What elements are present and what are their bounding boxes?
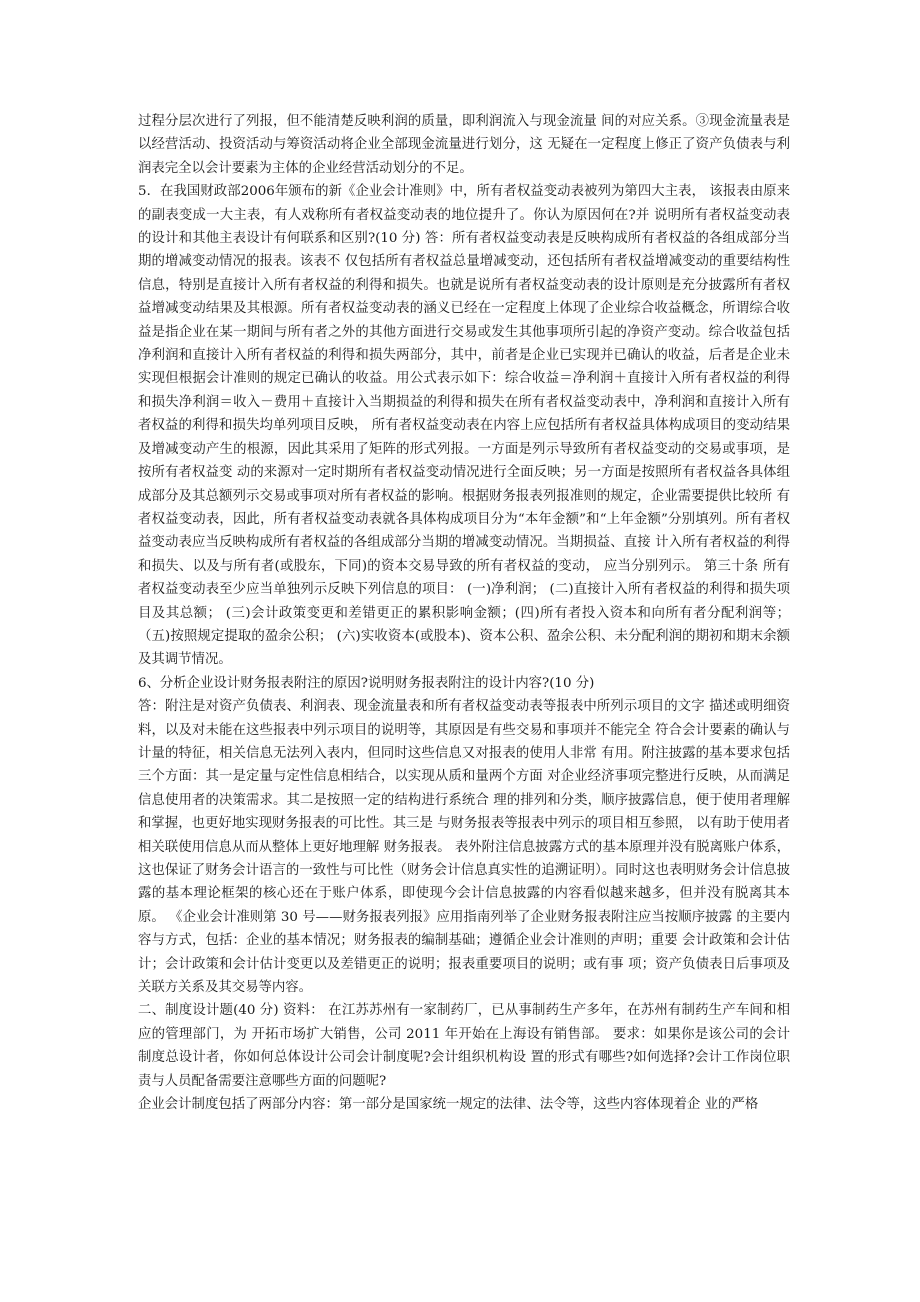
paragraph-design-answer: 企业会计制度包括了两部分内容：第一部分是国家统一规定的法律、法令等，这些内容体现着企 业的严格	[138, 1097, 759, 1113]
paragraph-question-6: 6、分析企业设计财务报表附注的原因?说明财务报表附注的设计内容?(10 分)	[138, 675, 595, 691]
paragraph-cashflow-tail: 过程分层次进行了列报，但不能清楚反映利润的质量，即利润流入与现金流量 间的对应关系。③现金流量表是以经营活动、投资活动与筹资活动将企业全部现金流量进行划分，这 无疑在一定程度上修正了资产负债表与利润表完全以会计要素为主体的企业经营活动划分的不足。	[138, 114, 790, 176]
paragraph-question-5: 5．在我国财政部2006年颁布的新《企业会计准则》中，所有者权益变动表被列为第四大主表， 该报表由原来的副表变成一大主表，有人戏称所有者权益变动表的地位提升了。你认为原因何在?并 说明所有者权益变动表的设计和其他主表设计有何联系和区别?(10 分) 答：所有者权益变动表是反映构成所有者权益的各组成部分当期的增减变动情况的报表。该表不 仅包括所有者权益总量增减变动，还包括所有者权益增减变动的重要结构性信息，特别是直接计入所有者权益的利得和损失。也就是说所有者权益变动表的设计原则是充分披露所有者权益增减变动结果及其根源。所有者权益变动表的涵义已经在一定程度上体现了企业综合收益概念，所谓综合收益是指企业在某一期间与所有者之外的其他方面进行交易或发生其他事项所引起的净资产变动。综合收益包括净利润和直接计入所有者权益的利得和损失两部分，其中，前者是企业已实现并已确认的收益，后者是企业未实现但根据会计准则的规定已确认的收益。用公式表示如下：综合收益＝净利润＋直接计入所有者权益的利得和损失净利润＝收入－费用＋直接计入当期损益的利得和损失在所有者权益变动表中，净利润和直接计入所有者权益的利得和损失均单列项目反映， 所有者权益变动表在内容上应包括所有者权益具体构成项目的变动结果及增减变动产生的根源，因此其采用了矩阵的形式列报。一方面是列示导致所有者权益变动的交易或事项，是按所有者权益变 动的来源对一定时期所有者权益变动情况进行全面反映；另一方面是按照所有者权益各具体组成部分及其总额列示交易或事项对所有者权益的影响。根据财务报表列报准则的规定，企业需要提供比较所 有者权益变动表，因此，所有者权益变动表就各具体构成项目分为“本年金额”和“上年金额”分别填列。所有者权益变动表应当反映构成所有者权益的各组成部分当期的增减变动情况。当期损益、直接 计入所有者权益的利得和损失、以及与所有者(或股东，下同)的资本交易导致的所有者权益的变动， 应当分别列示。 第三十条 所有者权益变动表至少应当单独列示反映下列信息的项目： (一)净利润； (二)直接计入所有者权益的利得和损失项目及其总额； (三)会计政策变更和差错更正的累积影响金额；(四)所有者投入资本和向所有者分配利润等；（五)按照规定提取的盈余公积； (六)实收资本(或股本)、资本公积、盈余公积、未分配利润的期初和期末余额及其调节情况。	[138, 184, 790, 668]
paragraph-answer-6: 答：附注是对资产负债表、利润表、现金流量表和所有者权益变动表等报表中所列示项目的文字 描述或明细资料，以及对未能在这些报表中列示项目的说明等，其原因是有些交易和事项并不能完全 符合会计要素的确认与计量的特征，相关信息无法列入表内，但同时这些信息又对报表的使用人非常 有用。附注披露的基本要求包括三个方面：其一是定量与定性信息相结合，以实现从质和量两个方面 对企业经济事项完整进行反映，从而满足信息使用者的决策需求。其二是按照一定的结构进行系统合 理的排列和分类，顺序披露信息，便于使用者理解和掌握，也更好地实现财务报表的可比性。其三是 与财务报表等报表中列示的项目相互参照， 以有助于使用者相关联使用信息从而从整体上更好地理解 财务报表。 表外附注信息披露方式的基本原理并没有脱离账户体系，这也保证了财务会计语言的一致性与可比性（财务会计信息真实性的追溯证明）。同时这也表明财务会计信息披露的基本理论框架的核心还在于账户体系，即使现今会计信息披露的内容看似越来越多，但并没有脱离其本原。 《企业会计准则第 30 号——财务报表列报》应用指南列举了企业财务报表附注应当按顺序披露 的主要内容与方式，包括：企业的基本情况；财务报表的编制基础；遵循企业会计准则的声明；重要 会计政策和会计估计；会计政策和会计估计变更以及差错更正的说明；报表重要项目的说明；或有事 项；资产负债表日后事项及关联方关系及其交易等内容。	[138, 699, 790, 996]
document-body	[138, 110, 790, 1116]
paragraph-design-question: 二、制度设计题(40 分) 资料： 在江苏苏州有一家制药厂，已从事制药生产多年，在苏州有制药生产车间和相应的管理部门，为 开拓市场扩大销售，公司 2011 年开始在上海设有销售部。 要求：如果你是该公司的会计制度总设计者，你如何总体设计公司会计制度呢?会计组织机构设 置的形式有哪些?如何选择?会计工作岗位职责与人员配备需要注意哪些方面的问题呢?	[138, 1003, 790, 1089]
